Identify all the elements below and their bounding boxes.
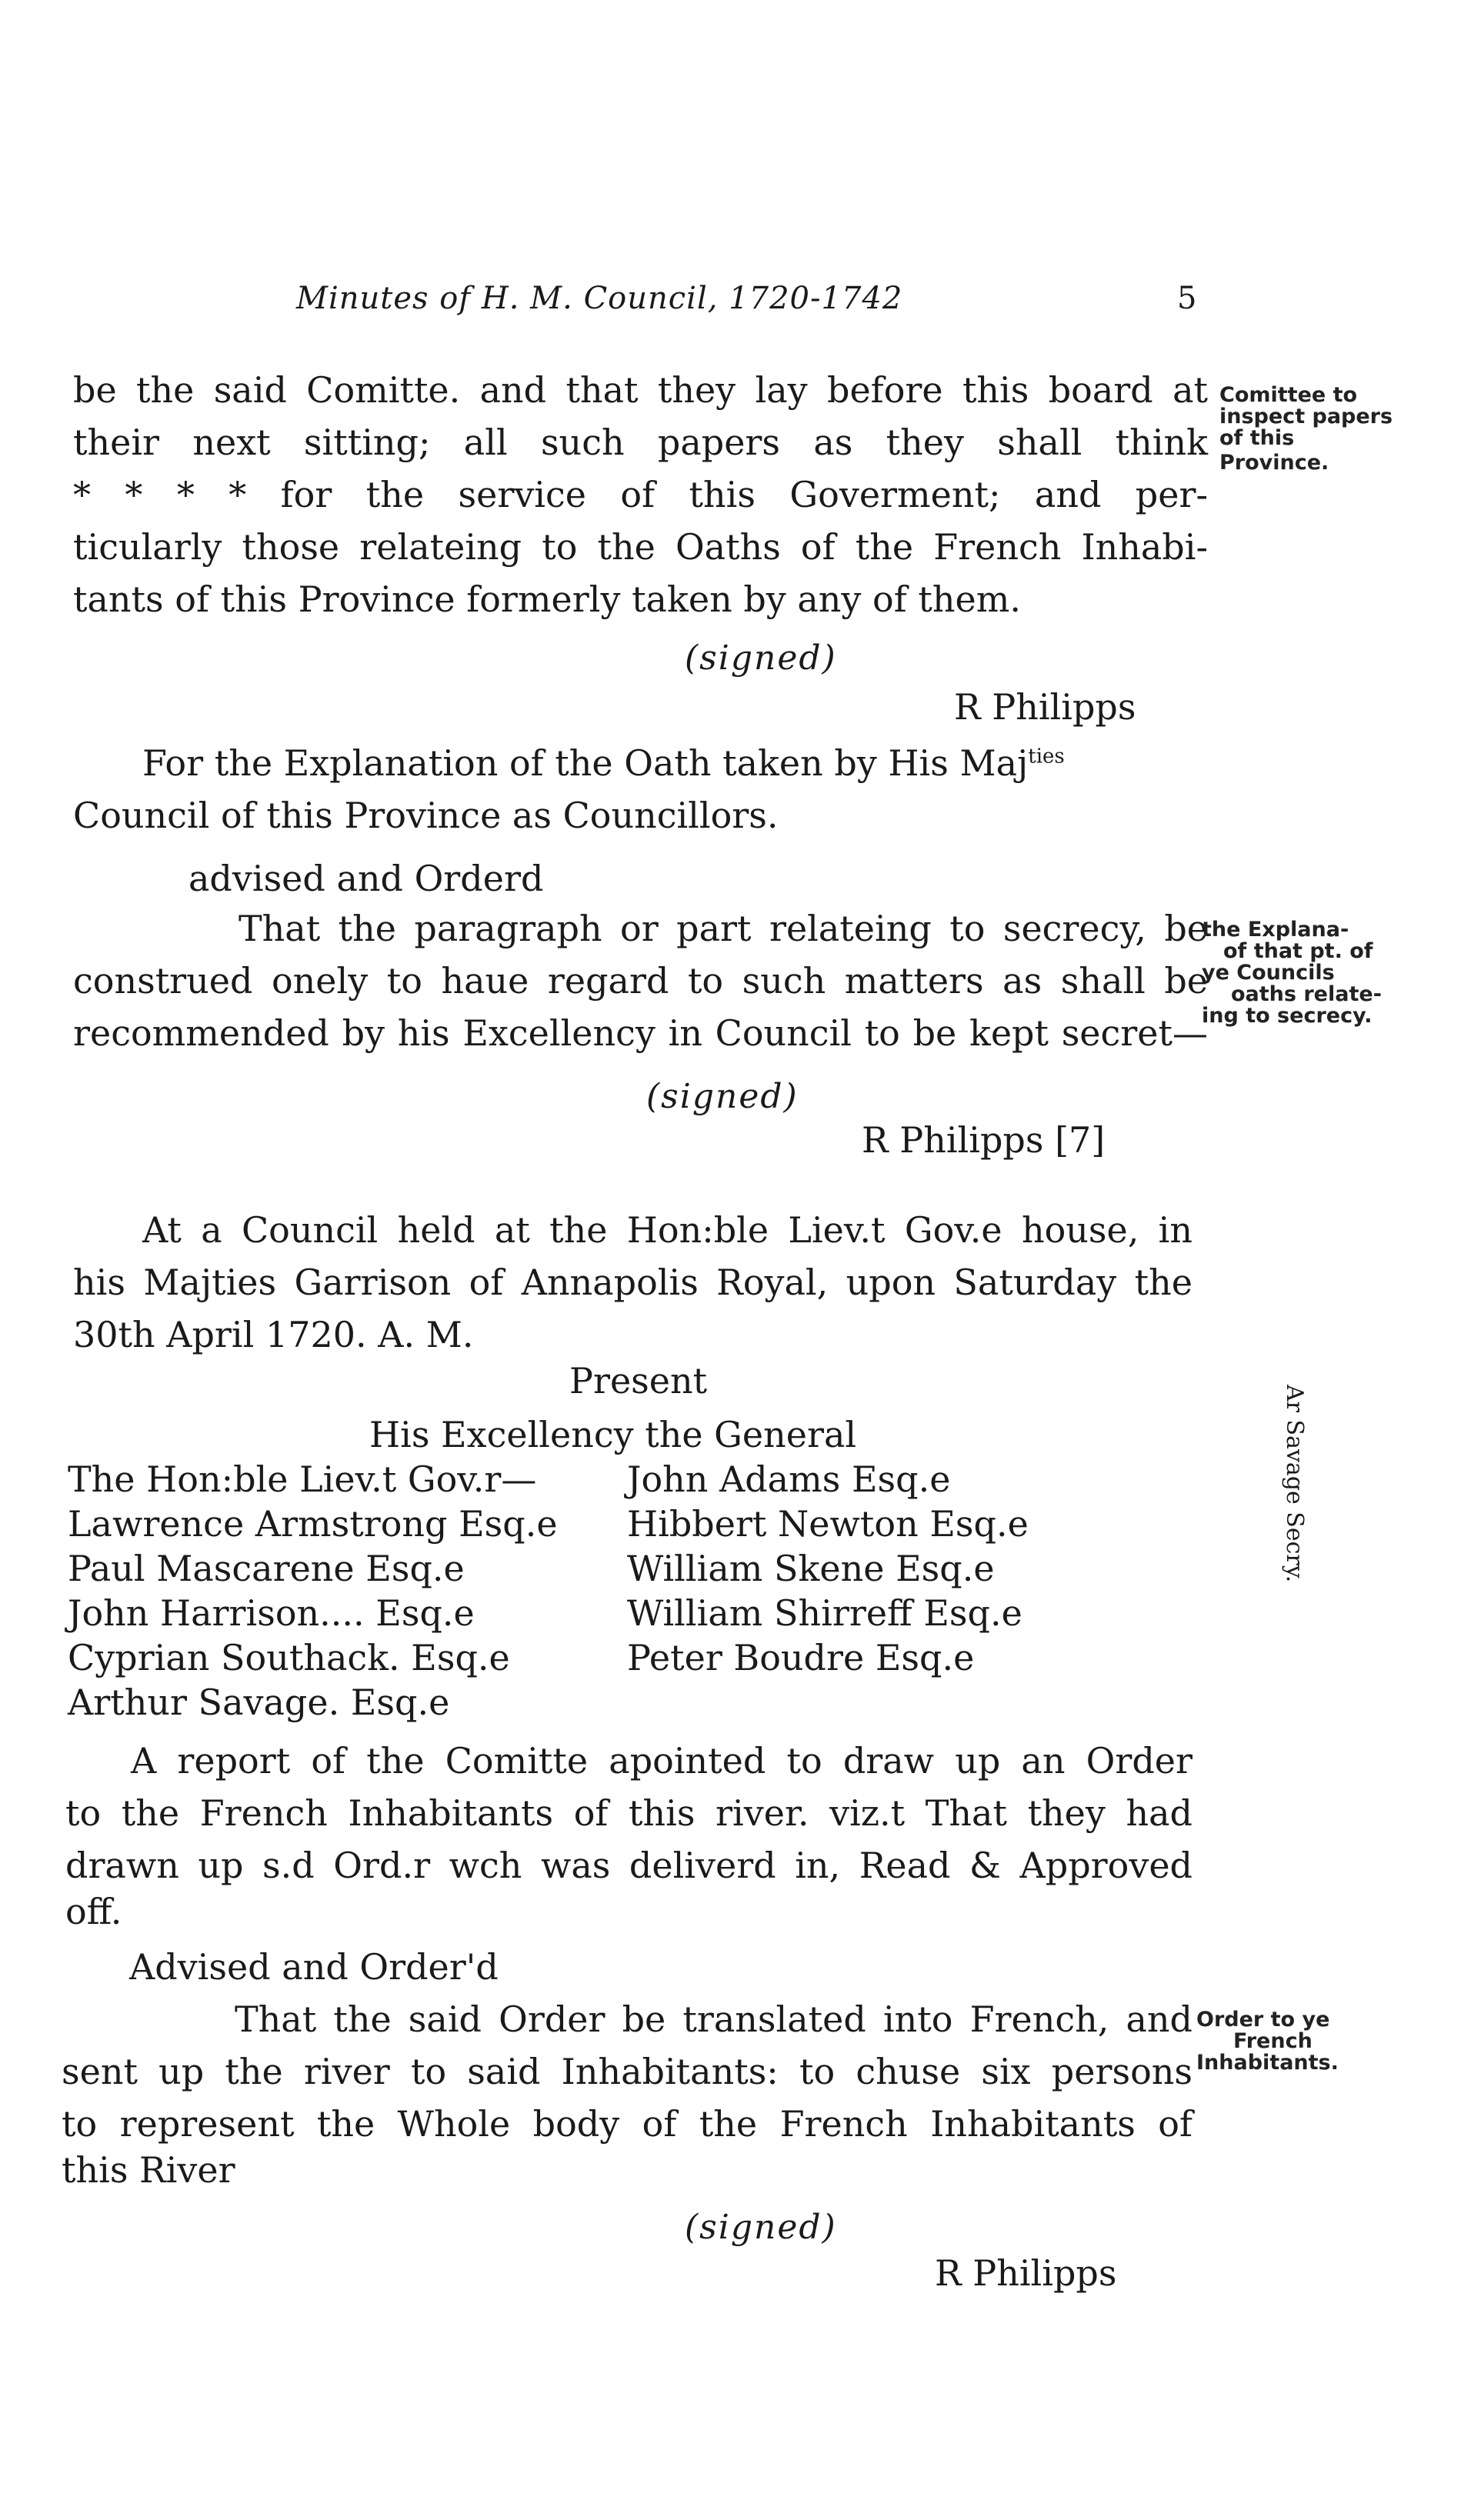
margin-note-line: ye Councils: [1202, 961, 1335, 985]
report-line: to the French Inhabitants of this river. viz.t That they had: [65, 1792, 1192, 1834]
order-line: this River: [62, 2149, 235, 2191]
margin-note-line: Province.: [1219, 451, 1329, 475]
superscript: ties: [1028, 745, 1065, 768]
margin-note-committee: [1219, 385, 1393, 474]
paragraph-line: construed onely to haue regard to such matters as shall be: [73, 960, 1208, 1002]
margin-note-order: [1196, 2009, 1339, 2074]
paragraph-line: ticularly those relateing to the Oaths of the French Inhabi-: [73, 526, 1208, 568]
signed-label: (signed): [685, 2208, 837, 2247]
paragraph-line: their next sitting; all such papers as they shall think: [73, 422, 1208, 463]
margin-note-line: oaths relate-: [1231, 982, 1382, 1006]
margin-note-oath: [1202, 919, 1382, 1027]
member-name: Cyprian Southack. Esq.e: [68, 1637, 510, 1678]
member-name: Arthur Savage. Esq.e: [68, 1682, 450, 1723]
intro-line: his Majties Garrison of Annapolis Royal, upon Saturday the: [73, 1262, 1192, 1303]
margin-note-line: inspect papers: [1219, 405, 1393, 428]
paragraph-line: tants of this Province formerly taken by any of them.: [73, 578, 1021, 620]
signer-name: R Philipps [7]: [862, 1119, 1106, 1161]
order-line: sent up the river to said Inhabitants: to chuse six persons: [62, 2051, 1192, 2092]
member-name: Lawrence Armstrong Esq.e: [68, 1503, 558, 1545]
paragraph-line: recommended by his Excellency in Council to be kept secret—: [73, 1012, 1208, 1054]
margin-note-line: Inhabitants.: [1196, 2051, 1339, 2075]
margin-note-line: ing to secrecy.: [1202, 1004, 1373, 1028]
paragraph-line: * * * * for the service of this Goverment; and per-: [73, 474, 1208, 515]
margin-note-line: French: [1233, 2029, 1313, 2053]
margin-note-line: the Explana-: [1202, 918, 1349, 942]
signer-name: R Philipps: [935, 2252, 1117, 2294]
member-name: Peter Boudre Esq.e: [627, 1637, 975, 1678]
paragraph-line: That the paragraph or part relateing to secrecy, be: [238, 908, 1208, 949]
intro-line: At a Council held at the Hon:ble Liev.t Gov.e house, in: [142, 1209, 1192, 1251]
margin-note-line: Comittee to: [1219, 383, 1358, 407]
member-name: John Adams Esq.e: [627, 1458, 951, 1500]
signed-label: (signed): [646, 1077, 799, 1116]
member-name: Paul Mascarene Esq.e: [68, 1548, 465, 1589]
margin-note-line: Order to ye: [1196, 2008, 1330, 2032]
heading-line: Council of this Province as Councillors.: [73, 795, 779, 836]
intro-line: 30th April 1720. A. M.: [73, 1314, 474, 1355]
member-name: The Hon:ble Liev.t Gov.r—: [68, 1458, 537, 1500]
paragraph-line: be the said Comitte. and that they lay before this board at: [73, 369, 1208, 411]
signed-label: (signed): [685, 638, 837, 678]
present-heading: Present: [569, 1360, 708, 1402]
report-line: A report of the Comitte apointed to draw up an Order: [131, 1740, 1192, 1782]
margin-note-line: of that pt. of: [1223, 939, 1373, 963]
member-name: William Shirreff Esq.e: [627, 1592, 1022, 1634]
report-line: off.: [65, 1891, 122, 1932]
advised-line: Advised and Order'd: [129, 1946, 499, 1988]
advised-line: advised and Orderd: [188, 858, 544, 899]
member-name: Hibbert Newton Esq.e: [627, 1503, 1029, 1545]
heading-line: For the Explanation of the Oath taken by His Maj$^{ties}$: [142, 742, 1065, 784]
page-number: 5: [1177, 281, 1198, 316]
side-note-secretary: Ar Savage Secry.: [1281, 1385, 1308, 1583]
presiding-line: His Excellency the General: [369, 1414, 857, 1455]
signer-name: R Philipps: [954, 686, 1136, 728]
member-name: William Skene Esq.e: [627, 1548, 995, 1589]
running-title: Minutes of H. M. Council, 1720-1742: [296, 281, 903, 316]
margin-note-line: of this: [1219, 426, 1295, 450]
order-line: That the said Order be translated into French, and: [235, 1998, 1192, 2040]
member-name: John Harrison.... Esq.e: [68, 1592, 475, 1634]
report-line: drawn up s.d Ord.r wch was deliverd in, Read & Approved: [65, 1845, 1192, 1886]
order-line: to represent the Whole body of the French Inhabitants of: [62, 2103, 1192, 2145]
